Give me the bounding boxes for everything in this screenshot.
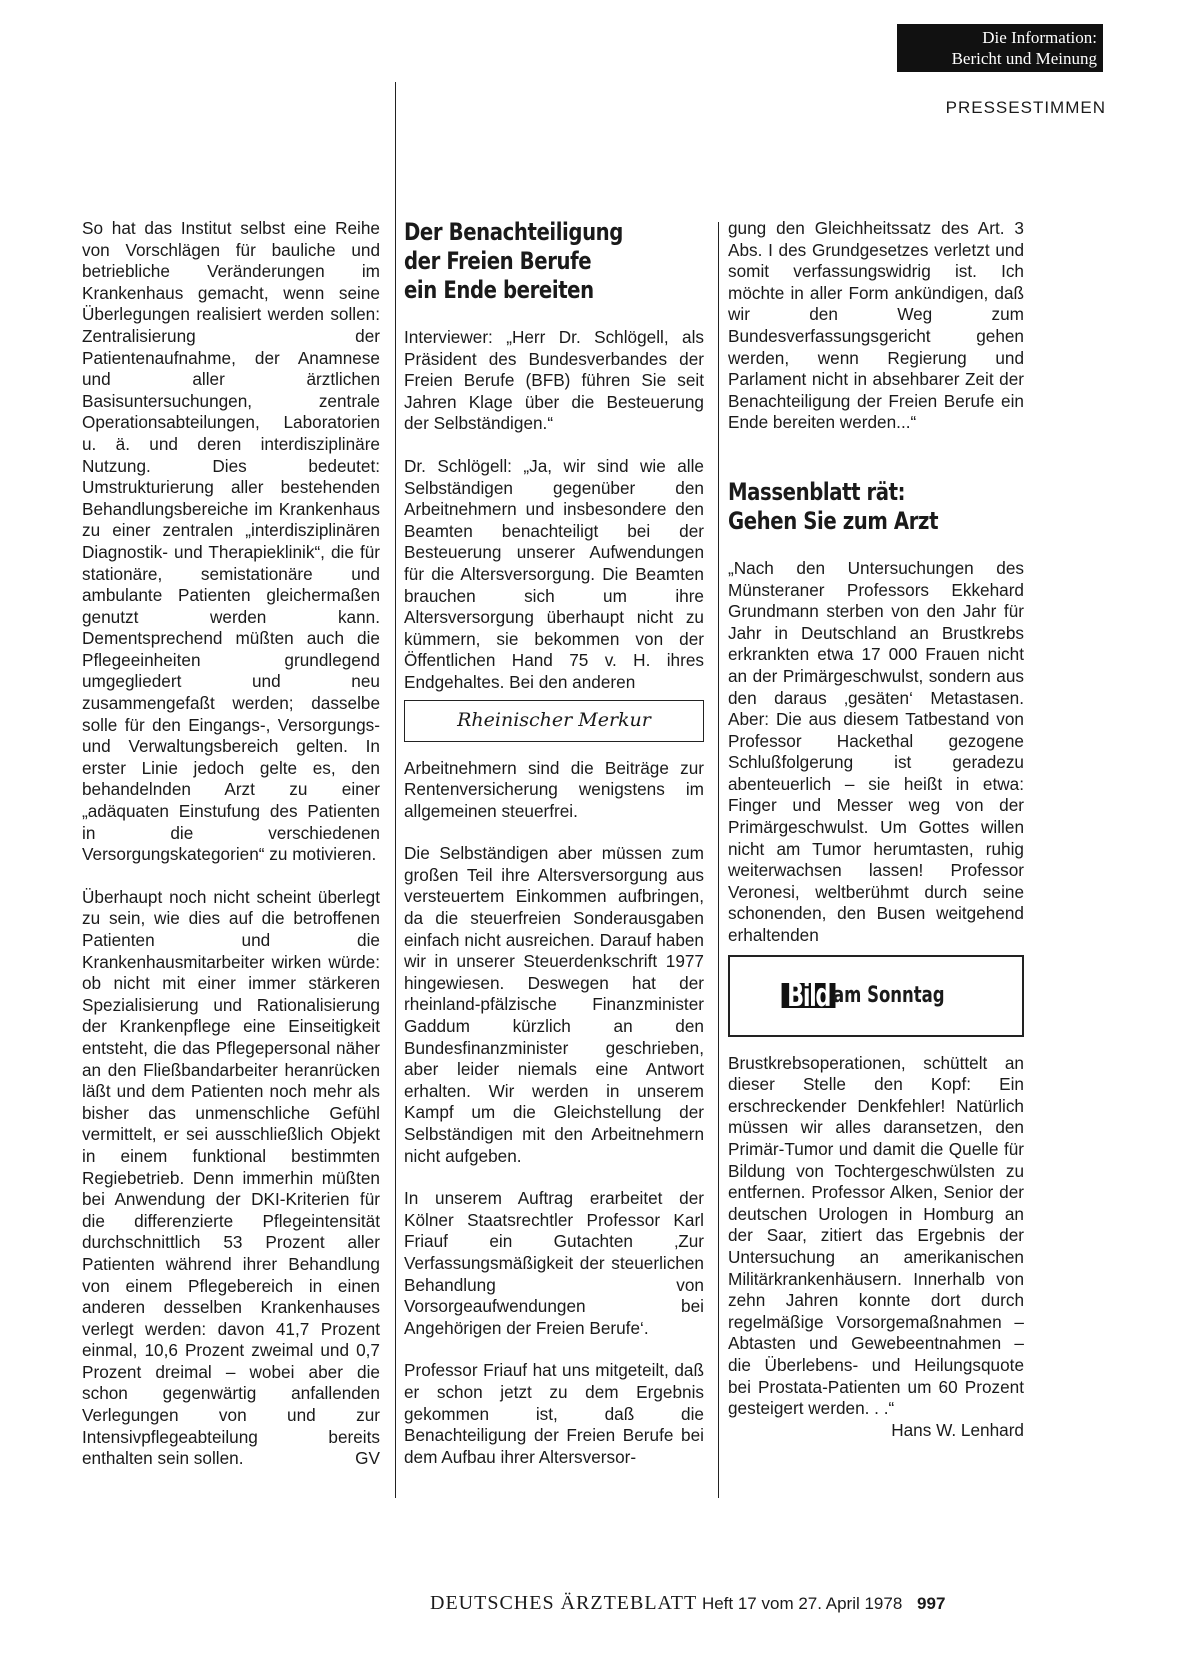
col3-paragraph-3-text: Brustkrebsoperationen, schüttelt an dieser Stelle den Kopf: Ein erschreckender Denkfehler! Natürlich müssen wir alles daransetzen, den Primär-Tumor und damit die Quelle für Bildung von Tochtergeschwülsten zu entfernen. Professor Alken, Senior der deutschen Urologen in Homburg an der Saar, zitiert das Ergebnis der Untersuchung an amerikanischen Militärkrankenhäusern. Innerhalb von zehn Jahren konnte dort durch regelmäßige Vorsorgemaßnahmen – Abtasten und Gewebeentnahmen – die Überlebens- und Heilungsquote bei Prostata-Patienten um 60 Prozent gesteigert werden. . .“: [728, 1052, 1024, 1419]
headline-line-2: Gehen Sie zum Arzt: [728, 506, 939, 535]
col2-paragraph-3: Arbeitnehmern sind die Beiträge zur Rentenversicherung wenigstens im allgemeinen steuerfrei.: [404, 757, 704, 821]
col1-signature: GV: [355, 1448, 380, 1469]
col3-paragraph-1: gung den Gleichheitssatz des Art. 3 Abs. I des Grundgesetzes verletzt und somit verfassungswidrig ist. Ich möchte in aller Form ankündigen, daß wir den Weg zum Bundesverfassungsgericht gehen werden, wenn Regierung und Parlament nicht in absehbarer Zeit der Benachteiligung der Freien Berufe ein Ende bereiten werden...“: [728, 218, 1024, 433]
headline-line-1: Massenblatt rät:: [728, 477, 906, 506]
rubric: PRESSESTIMMEN: [945, 98, 1106, 117]
section-label-line1: Die Information:: [982, 28, 1097, 47]
col2-paragraph-4: Die Selbständigen aber müssen zum großen Teil ihre Altersversorgung aus versteuertem Einkommen aufbringen, da die steuerfreien Sonderausgaben einfach nicht ausreichen. Darauf haben wir in unserer Steuerdenkschrift 1977 hingewiesen. Deswegen hat der rheinland-pfälzische Finanzminister Gaddum kürzlich an den Bundesfinanzminister geschrieben, aber leider niemals eine Antwort erhalten. Wir werden in unserem Kampf um die Gleichstellung der Selbständigen mit den Arbeitnehmern nicht aufgeben.: [404, 843, 704, 1166]
headline-massenblatt: [728, 478, 1024, 536]
col2-paragraph-1: Interviewer: „Herr Dr. Schlögell, als Präsident des Bundesverbandes der Freien Berufe (BFB) führen Sie seit Jahren Klage über die Besteuerung der Selbständigen.“: [404, 327, 704, 434]
col1-paragraph-2: [82, 887, 380, 1470]
headline-freie-berufe: [404, 218, 704, 305]
headline-line-3: ein Ende bereiten: [404, 276, 594, 304]
column-divider-right: [718, 222, 719, 1498]
issue-info: Heft 17 vom 27. April 1978: [701, 1594, 903, 1613]
rheinischer-merkur-logo: Rheinischer Merkur: [404, 700, 704, 742]
col3-paragraph-2: „Nach den Untersuchungen des Münsteraner Professors Ekkehard Grundmann sterben von den Jahr für Jahr in Deutschland an Brustkrebs erkrankten etwa 17 000 Frauen nicht an der Primärgeschwulst, sondern aus den daraus ‚gesäten‘ Metastasen. Aber: Die aus diesem Tatbestand von Professor Hackethal gezogene Schlußfolgerung ist geradezu abenteuerlich – sie heißt in etwa: Finger und Messer weg von der Primärgeschwulst. Um Gottes willen nicht am Tumor herumtasten, ruhig weiterwachsen lassen! Professor Veronesi, weltberühmt durch seine schonenden, den Busen weitgehend erhaltenden: [728, 557, 1024, 946]
headline-line-1: Der Benachteiligung: [404, 218, 623, 246]
page-number: 997: [917, 1594, 946, 1613]
col2-paragraph-6: Professor Friauf hat uns mitgeteilt, daß er schon jetzt zu dem Ergebnis gekommen ist, daß die Benachteiligung der Freien Berufe bei dem Aufbau ihrer Altersversor-: [404, 1360, 704, 1467]
col1-paragraph-1: So hat das Institut selbst eine Reihe von Vorschlägen für bauliche und betriebliche Veränderungen im Krankenhaus gemacht, wenn seine Überlegungen realisiert werden sollen: Zentralisierung der Patientenaufnahme, der Anamnese und aller ärztlichen Basisuntersuchungen, zentrale Operationsabteilungen, Laboratorien u. ä. und deren interdisziplinäre Nutzung. Dies bedeutet: Umstrukturierung aller bestehenden Behandlungsbereiche im Krankenhaus zu einer zentralen „interdisziplinären Diagnostik- und Therapieklinik“, die für stationäre, semistationäre und ambulante Patienten gleichermaßen genutzt werden kann. Dementsprechend müßten auch die Pflegeeinheiten grundlegend umgegliedert und neu zusammengefaßt werden; dasselbe solle für den Eingangs-, Versorgungs- und Verwaltungsbereich gelten. In erster Linie jedoch gelte es, den behandelnden Arzt zu einer „adäquaten Einstufung des Patienten in die verschiedenen Versorgungskategorien“ zu motivieren.: [82, 218, 380, 865]
col2-paragraph-5: In unserem Auftrag erarbeitet der Kölner Staatsrechtler Professor Karl Friauf ein Gutachten ‚Zur Verfassungsmäßigkeit der steuerlichen Behandlung von Vorsorgeaufwendungen bei Angehörigen der Freien Berufe‘.: [404, 1188, 704, 1338]
col2-paragraph-2: Dr. Schlögell: „Ja, wir sind wie alle Selbständigen gegenüber den Arbeitnehmern und insbesondere den Beamten benachteiligt bei der Besteuerung unserer Aufwendungen für die Altersversorgung. Die Beamten brauchen sich um ihre Altersversorgung überhaupt nicht zu kümmern, sie bekommen von der Öffentlichen Hand 75 v. H. ihres Endgehaltes. Bei den anderen: [404, 455, 704, 692]
column-2: [404, 218, 704, 1468]
col3-signature: Hans W. Lenhard: [891, 1419, 1024, 1440]
publication-name: DEUTSCHES ÄRZTEBLATT: [430, 1592, 698, 1614]
bild-logo-tail: am Sonntag: [833, 982, 945, 1008]
headline-line-2: der Freien Berufe: [404, 247, 592, 275]
page-footer: [430, 1592, 945, 1615]
col3-paragraph-3: [728, 1052, 1024, 1440]
section-label-line2: Bericht und Meinung: [951, 49, 1097, 68]
col1-paragraph-2-text: Überhaupt noch nicht scheint überlegt zu sein, wie dies auf die betroffenen Patienten und die Krankenhausmitarbeiter wirken würde: ob nicht mit einer immer stärkeren Spezialisierung und Rationalisierung der Krankenpflege eine Einseitigkeit entsteht, die das Pflegepersonal näher an den Fließbandarbeiter heranrücken läßt und dem Patienten noch mehr als bisher das unmenschliche Gefühl vermittelt, er sei ausschließlich Objekt in einem funktional bestimmten Regiebetrieb. Denn immerhin müßten bei Anwendung der DKI-Kriterien für die differenzierte Pflegeintensität durchschnittlich 53 Prozent aller Patienten während ihrer Behandlung von einem Pflegebereich in einen anderen desselben Krankenhauses verlegt werden: davon 41,7 Prozent einmal, 10,6 Prozent zweimal und 0,7 Prozent dreimal – wobei aber die schon gegenwärtig anfallenden Verlegungen von und zur Intensivpflegeabteilung bereits enthalten sein sollen.: [82, 886, 380, 1469]
column-divider-left: [395, 82, 396, 1498]
column-1: [82, 218, 380, 1470]
section-label-box: [897, 24, 1103, 72]
bild-logo-word: Bild: [782, 983, 836, 1009]
column-3: [728, 218, 1024, 1441]
bild-am-sonntag-logo: [728, 955, 1024, 1037]
